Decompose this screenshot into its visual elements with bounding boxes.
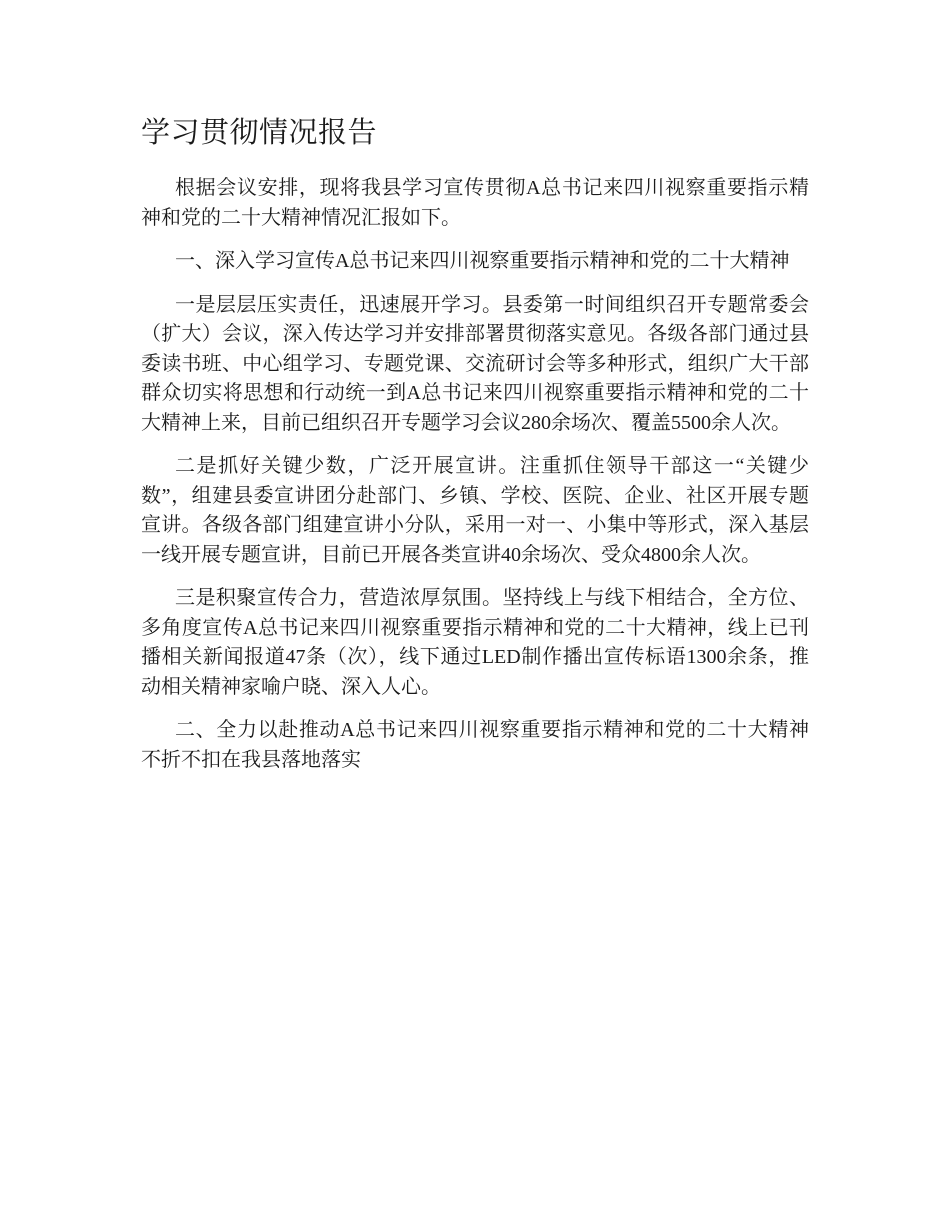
body-paragraph-lectures: 二是抓好关键少数，广泛开展宣讲。注重抓住领导干部这一“关键少数”，组建县委宣讲团分赴部门、乡镇、学校、医院、企业、社区开展专题宣讲。各级各部门组建宣讲小分队，采用一对一、小集中等形式，深入基层一线开展专题宣讲，目前已开展各类宣讲40余场次、受众4800余人次。 (141, 455, 809, 566)
body-paragraph-publicity: 三是积聚宣传合力，营造浓厚氛围。坚持线上与线下相结合，全方位、多角度宣传A总书记来四川视察重要指示精神和党的二十大精神，线上已刊播相关新闻报道47条（次），线下通过LED制作播出宣传标语1300余条，推动相关精神家喻户晓、深入人心。 (141, 587, 809, 698)
intro-paragraph: 根据会议安排，现将我县学习宣传贯彻A总书记来四川视察重要指示精神和党的二十大精神情况汇报如下。 (141, 177, 809, 229)
body-paragraph-study: 一是层层压实责任，迅速展开学习。县委第一时间组织召开专题常委会（扩大）会议，深入传达学习并安排部署贯彻落实意见。各级各部门通过县委读书班、中心组学习、专题党课、交流研讨会等多种形式，组织广大干部群众切实将思想和行动统一到A总书记来四川视察重要指示精神和党的二十大精神上来，目前已组织召开专题学习会议280余场次、覆盖5500余人次。 (141, 293, 809, 434)
section-heading-2: 二、全力以赴推动A总书记来四川视察重要指示精神和党的二十大精神不折不扣在我县落地落实 (141, 719, 809, 771)
document-title: 学习贯彻情况报告 (141, 115, 378, 149)
section-heading-1: 一、深入学习宣传A总书记来四川视察重要指示精神和党的二十大精神 (175, 250, 790, 272)
document-body (141, 112, 809, 789)
